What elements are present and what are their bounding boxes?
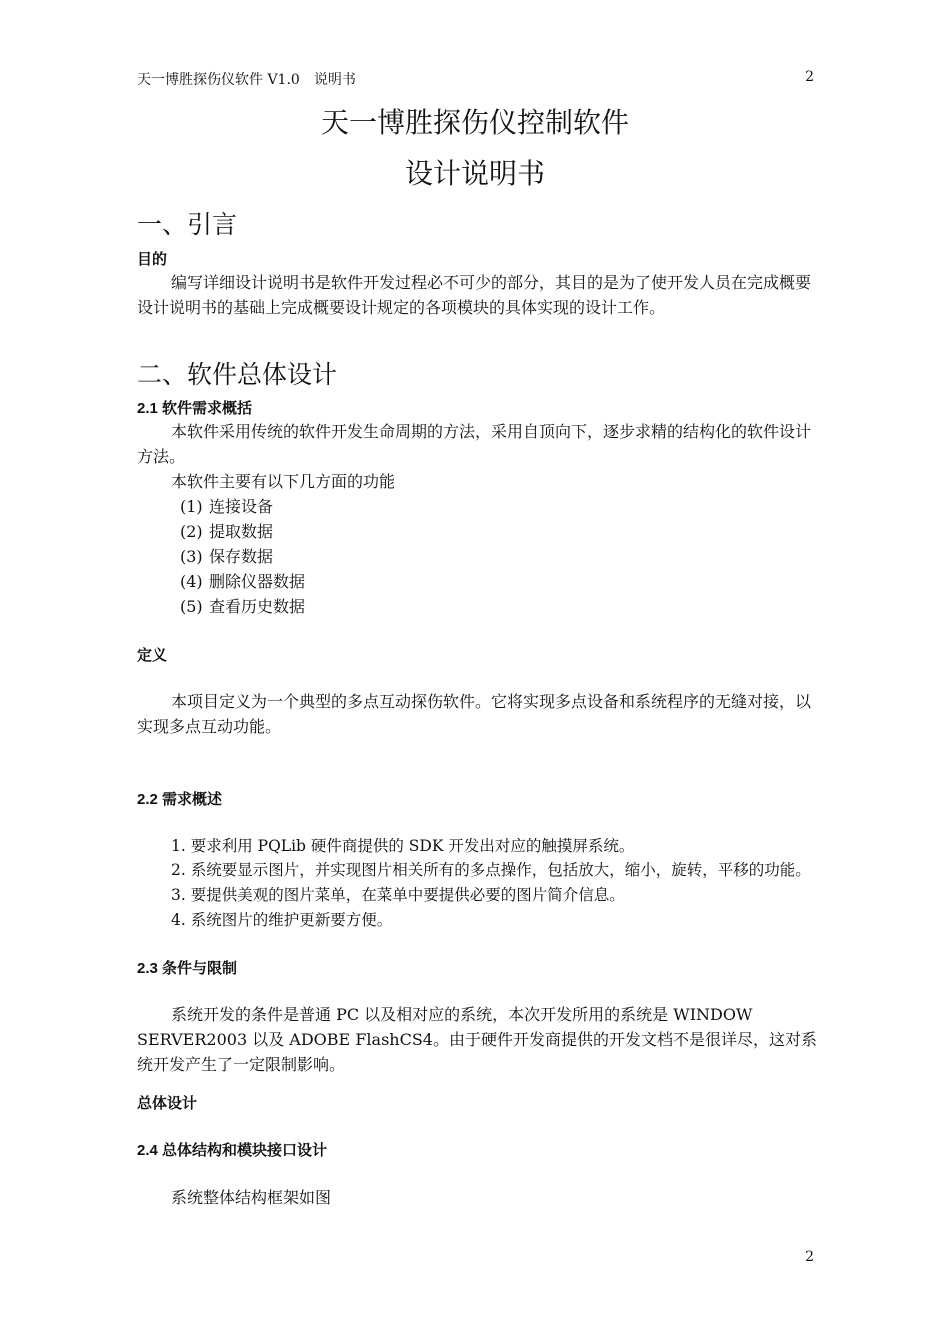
page-header-number: 2: [805, 69, 814, 85]
subsection-heading-2-1: 2.1 软件需求概括: [137, 400, 253, 417]
requirement-item: 3. 要提供美观的图片菜单，在菜单中要提供必要的图片简介信息。: [171, 886, 625, 904]
page-footer-number: 2: [805, 1249, 814, 1265]
conditions-paragraph: 系统开发的条件是普通 PC 以及相对应的系统，本次开发所用的系统是 WINDOW SERVER2003 以及 ADOBE FlashCS4。由于硬件开发商提供的开发文档不是很详尽，这对系统开发产生了一定限制影响。: [137, 1005, 817, 1074]
section-heading-overall-design: 二、软件总体设计: [137, 360, 338, 389]
purpose-heading: 目的: [137, 251, 168, 268]
list-item-number: (4): [180, 572, 203, 591]
requirements-summary-paragraph: 本软件采用传统的软件开发生命周期的方法，采用自顶向下，逐步求精的结构化的软件设计方法。: [137, 422, 812, 466]
requirement-item: 1. 要求利用 PQLib 硬件商提供的 SDK 开发出对应的触摸屏系统。: [171, 837, 635, 855]
subsection-heading-2-4: 2.4 总体结构和模块接口设计: [137, 1142, 328, 1159]
list-item-text: 查看历史数据: [209, 597, 306, 616]
subsection-heading-2-2: 2.2 需求概述: [137, 791, 223, 808]
overall-design-heading: 总体设计: [137, 1095, 198, 1112]
list-item-text: 连接设备: [209, 497, 274, 516]
page-header-title: 天一博胜探伤仪软件 V1.0 说明书: [137, 72, 356, 88]
list-item: [180, 519, 273, 542]
requirement-item: 4. 系统图片的维护更新要方便。: [171, 911, 393, 929]
definition-paragraph: 本项目定义为一个典型的多点互动探伤软件。它将实现多点设备和系统程序的无缝对接，以实现多点互动功能。: [137, 692, 812, 736]
definition-heading: 定义: [137, 647, 168, 664]
subsection-heading-2-3: 2.3 条件与限制: [137, 960, 238, 977]
list-item: [180, 594, 305, 617]
list-item: [180, 544, 273, 567]
purpose-paragraph: 编写详细设计说明书是软件开发过程必不可少的部分，其目的是为了使开发人员在完成概要设计说明书的基础上完成概要设计规定的各项模块的具体实现的设计工作。: [137, 273, 812, 317]
section-heading-intro: 一、引言: [137, 210, 238, 239]
list-item-number: (2): [180, 522, 203, 541]
list-item-text: 删除仪器数据: [209, 572, 306, 591]
list-item-number: (3): [180, 547, 203, 566]
functions-intro: 本软件主要有以下几方面的功能: [171, 472, 396, 491]
list-item-number: (5): [180, 597, 203, 616]
list-item-text: 保存数据: [209, 547, 274, 566]
list-item-text: 提取数据: [209, 522, 274, 541]
list-item: [180, 494, 273, 517]
document-subtitle: 设计说明书: [404, 157, 545, 190]
structure-paragraph: 系统整体结构框架如图: [171, 1188, 332, 1207]
list-item-number: (1): [180, 497, 203, 516]
list-item: [180, 569, 305, 592]
document-title: 天一博胜探伤仪控制软件: [320, 106, 629, 139]
requirement-item: 2. 系统要显示图片，并实现图片相关所有的多点操作，包括放大，缩小，旋转，平移的功能。: [171, 861, 811, 879]
